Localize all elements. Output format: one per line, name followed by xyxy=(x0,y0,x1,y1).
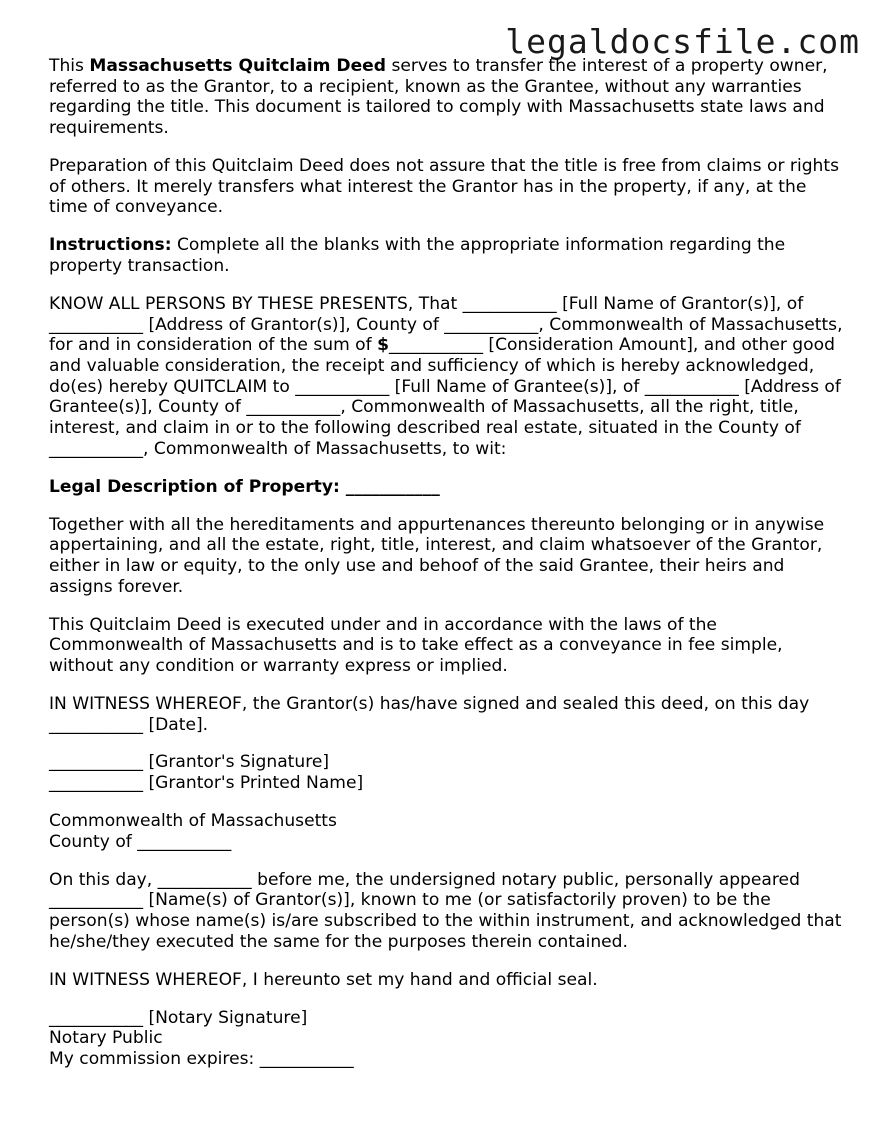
notary-statement-paragraph: On this day, ___________ before me, the undersigned notary public, personally appeared ___________ [Name(s) of Grantor(s)], known to me (or satisfactorily proven) to be the person(s) whose name(s) is/are subscribed to the within instrument, and acknowledged that he/she/they executed the same for the purposes therein contained. xyxy=(49,869,842,952)
instructions-text: Complete all the blanks with the appropriate information regarding the property transaction. xyxy=(49,235,786,276)
notary-signature-line: ___________ [Notary Signature] xyxy=(49,1007,308,1028)
instructions-paragraph xyxy=(49,235,849,276)
watermark-logo: legaldocsfile.com xyxy=(505,22,860,61)
know-all-part2: ___________ [Consideration Amount], and other good and valuable consideration, the receipt and sufficiency of which is hereby acknowledged, do(es) hereby QUITCLAIM to ___________ [Full Name of Grantee(s)], of ___________ [Address of Grantee(s)], County of ___________, Commonwealth of Massachusetts, all the right, title, interest, and claim in or to the following described real estate, situated in the County of ___________, Commonwealth of Massachusetts, to wit: xyxy=(49,335,841,459)
dollar-sign: $ xyxy=(377,335,389,356)
witness-grantor-paragraph: IN WITNESS WHEREOF, the Grantor(s) has/have signed and sealed this deed, on this day ___________ [Date]. xyxy=(49,693,810,735)
witness-notary-paragraph: IN WITNESS WHEREOF, I hereunto set my hand and official seal. xyxy=(49,969,598,990)
together-paragraph: Together with all the hereditaments and appurtenances thereunto belonging or in anywise appertaining, and all the estate, right, title, interest, and claim whatsoever of the Grantor, either in law or equity, to the only use and behoof of the said Grantee, their heirs and assigns forever. xyxy=(49,514,825,597)
legal-description-blank: ___________ xyxy=(339,476,440,497)
intro-title: Massachusetts Quitclaim Deed xyxy=(89,56,387,76)
commonwealth-line: Commonwealth of Massachusetts xyxy=(49,811,337,832)
know-all-part1: KNOW ALL PERSONS BY THESE PRESENTS, That ___________ [Full Name of Grantor(s)], of ___________ [Address of Grantor(s)], County of ___________, Commonwealth of Massachusetts, for and in consideration of the sum of xyxy=(49,293,843,356)
notary-public-line: Notary Public xyxy=(49,1028,163,1049)
intro-paragraph xyxy=(49,56,849,139)
legal-description xyxy=(49,477,849,498)
instructions-label: Instructions: xyxy=(49,235,172,256)
legal-description-label: Legal Description of Property: xyxy=(49,476,340,497)
grantor-printed-name-line: ___________ [Grantor's Printed Name] xyxy=(49,773,364,794)
grantor-signature-line: ___________ [Grantor's Signature] xyxy=(49,752,330,773)
document-body xyxy=(49,56,849,1070)
intro-pre: This xyxy=(49,56,90,76)
know-all-paragraph xyxy=(49,294,849,460)
intro-post: serves to transfer the interest of a property owner, referred to as the Grantor, to a recipient, known as the Grantee, without any warranties regarding the title. This document is tailored to comply with Massachusetts state laws and requirements. xyxy=(49,56,828,139)
county-line: County of ___________ xyxy=(49,831,232,852)
executed-paragraph: This Quitclaim Deed is executed under and in accordance with the laws of the Commonwealth of Massachusetts and is to take effect as a conveyance in fee simple, without any condition or warranty express or implied. xyxy=(49,614,783,676)
commission-expires-line: My commission expires: ___________ xyxy=(49,1048,354,1069)
preparation-paragraph: Preparation of this Quitclaim Deed does not assure that the title is free from claims or rights of others. It merely transfers what interest the Grantor has in the property, if any, at the time of conveyance. xyxy=(49,156,839,218)
